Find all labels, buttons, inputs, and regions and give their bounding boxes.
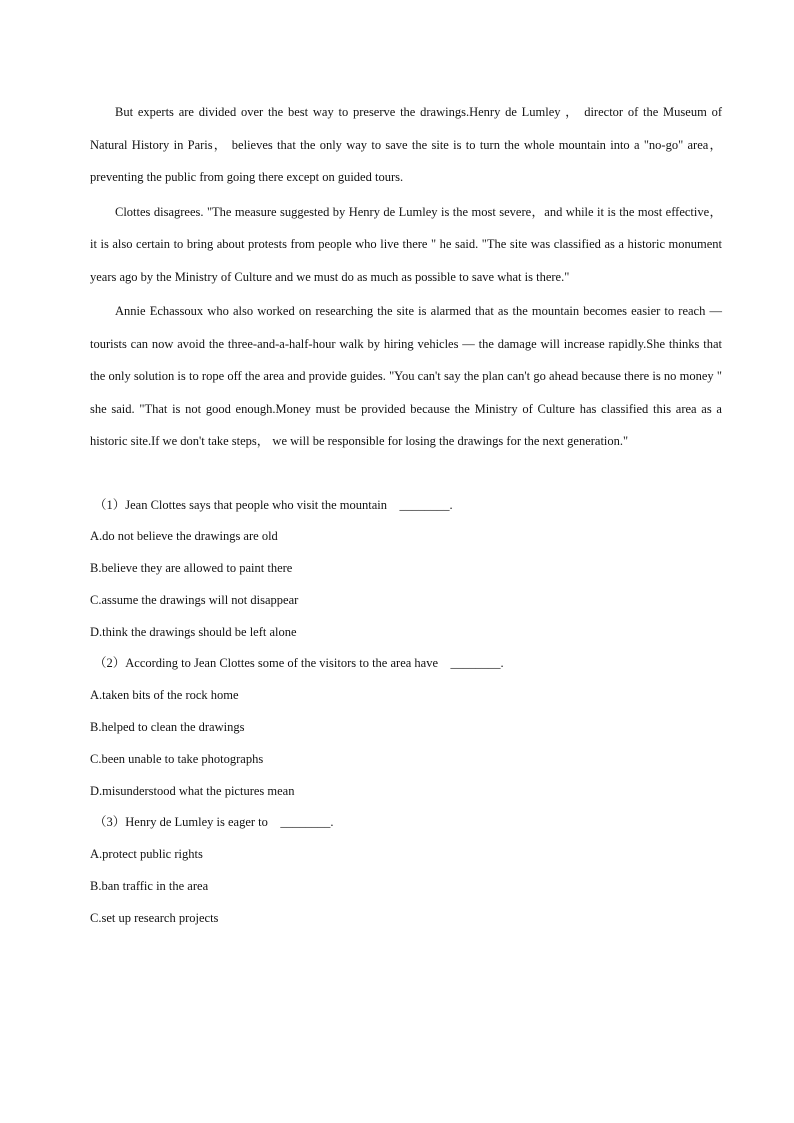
- question-stem: （3）Henry de Lumley is eager to ________.: [94, 815, 334, 830]
- answer-option: B.believe they are allowed to paint there: [90, 561, 293, 576]
- reading-passage: [90, 96, 722, 458]
- passage-paragraph: Annie Echassoux who also worked on researching the site is alarmed that as the mountain becomes easier to reach — tourists can now avoid the three-and-a-half-hour walk by hiring vehicles — the damage will increase rapidly.She thinks that the only solution is to rope off the area and provide guides. "You can't say the plan can't go ahead because there is no money " she said. "That is not good enough.Money must be provided because the Ministry of Culture has classified this area as a historic site.If we don't take steps， we will be responsible for losing the drawings for the next generation.": [90, 304, 722, 448]
- section-spacer: [90, 458, 722, 490]
- answer-option: C.assume the drawings will not disappear: [90, 592, 299, 607]
- answer-option: B.ban traffic in the area: [90, 879, 209, 894]
- answer-option: A.protect public rights: [90, 847, 203, 862]
- question-1: [90, 490, 722, 649]
- passage-paragraph: But experts are divided over the best way to preserve the drawings.Henry de Lumley ， director of the Museum of Natural History in Paris， believes that the only way to save the site is to turn the whole mountain into a "no-go" area，preventing the public from going there except on guided tours.: [90, 105, 722, 184]
- answer-option: D.misunderstood what the pictures mean: [90, 783, 295, 798]
- answer-option: C.set up research projects: [90, 910, 219, 925]
- answer-option: A.taken bits of the rock home: [90, 688, 239, 703]
- question-list: [90, 490, 722, 935]
- question-stem: （1）Jean Clottes says that people who visit the mountain ________.: [94, 497, 453, 512]
- question-2: [90, 648, 722, 807]
- answer-option: D.think the drawings should be left alone: [90, 624, 297, 639]
- document-page: [90, 96, 722, 935]
- answer-option: C.been unable to take photographs: [90, 751, 264, 766]
- passage-paragraph: Clottes disagrees. "The measure suggested by Henry de Lumley is the most severe，and while it is the most effective，it is also certain to bring about protests from people who live there " he said. "The site was classified as a historic monument years ago by the Ministry of Culture and we must do as much as possible to save what is there.": [90, 204, 722, 284]
- question-3: [90, 807, 722, 934]
- answer-option: A.do not believe the drawings are old: [90, 529, 278, 544]
- answer-option: B.helped to clean the drawings: [90, 720, 245, 735]
- question-stem: （2）According to Jean Clottes some of the visitors to the area have ________.: [94, 656, 504, 671]
